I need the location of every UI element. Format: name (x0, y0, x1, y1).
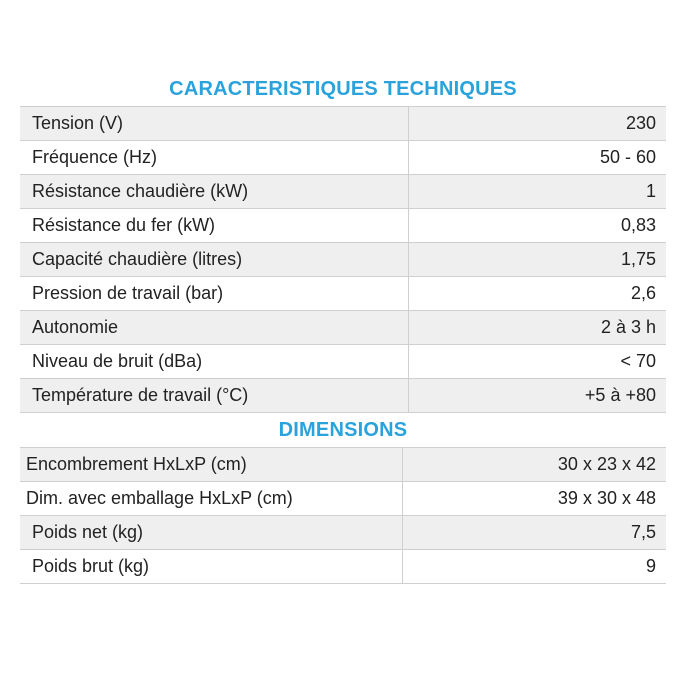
row-label: Pression de travail (bar) (20, 277, 409, 311)
table-row (20, 107, 666, 141)
row-value: 7,5 (403, 516, 667, 550)
technical-section-title: CARACTERISTIQUES TECHNIQUES (169, 78, 517, 100)
row-value: +5 à +80 (409, 379, 667, 413)
row-value: 30 x 23 x 42 (403, 448, 667, 482)
row-label: Résistance chaudière (kW) (20, 175, 409, 209)
table-row (20, 175, 666, 209)
row-label: Capacité chaudière (litres) (20, 243, 409, 277)
row-label: Dim. avec emballage HxLxP (cm) (20, 482, 403, 516)
table-row (20, 311, 666, 345)
row-value: 39 x 30 x 48 (403, 482, 667, 516)
row-label: Poids net (kg) (20, 516, 403, 550)
row-value: 50 - 60 (409, 141, 667, 175)
table-row (20, 209, 666, 243)
dimensions-section-title: DIMENSIONS (278, 419, 408, 441)
spec-sheet (20, 74, 666, 584)
row-label: Résistance du fer (kW) (20, 209, 409, 243)
table-row (20, 482, 666, 516)
row-label: Poids brut (kg) (20, 550, 403, 584)
row-value: 2 à 3 h (409, 311, 667, 345)
table-row (20, 141, 666, 175)
row-value: 1 (409, 175, 667, 209)
dimensions-table (20, 447, 666, 584)
row-value: 230 (409, 107, 667, 141)
row-label: Niveau de bruit (dBa) (20, 345, 409, 379)
row-label: Tension (V) (20, 107, 409, 141)
row-value: 0,83 (409, 209, 667, 243)
row-value: 2,6 (409, 277, 667, 311)
table-row (20, 277, 666, 311)
table-row (20, 550, 666, 584)
table-row (20, 379, 666, 413)
table-row (20, 516, 666, 550)
technical-table (20, 106, 666, 413)
row-value: < 70 (409, 345, 667, 379)
table-row (20, 243, 666, 277)
row-label: Encombrement HxLxP (cm) (20, 448, 403, 482)
row-label: Température de travail (°C) (20, 379, 409, 413)
row-label: Fréquence (Hz) (20, 141, 409, 175)
row-value: 1,75 (409, 243, 667, 277)
row-value: 9 (403, 550, 667, 584)
row-label: Autonomie (20, 311, 409, 345)
table-row (20, 345, 666, 379)
table-row (20, 448, 666, 482)
